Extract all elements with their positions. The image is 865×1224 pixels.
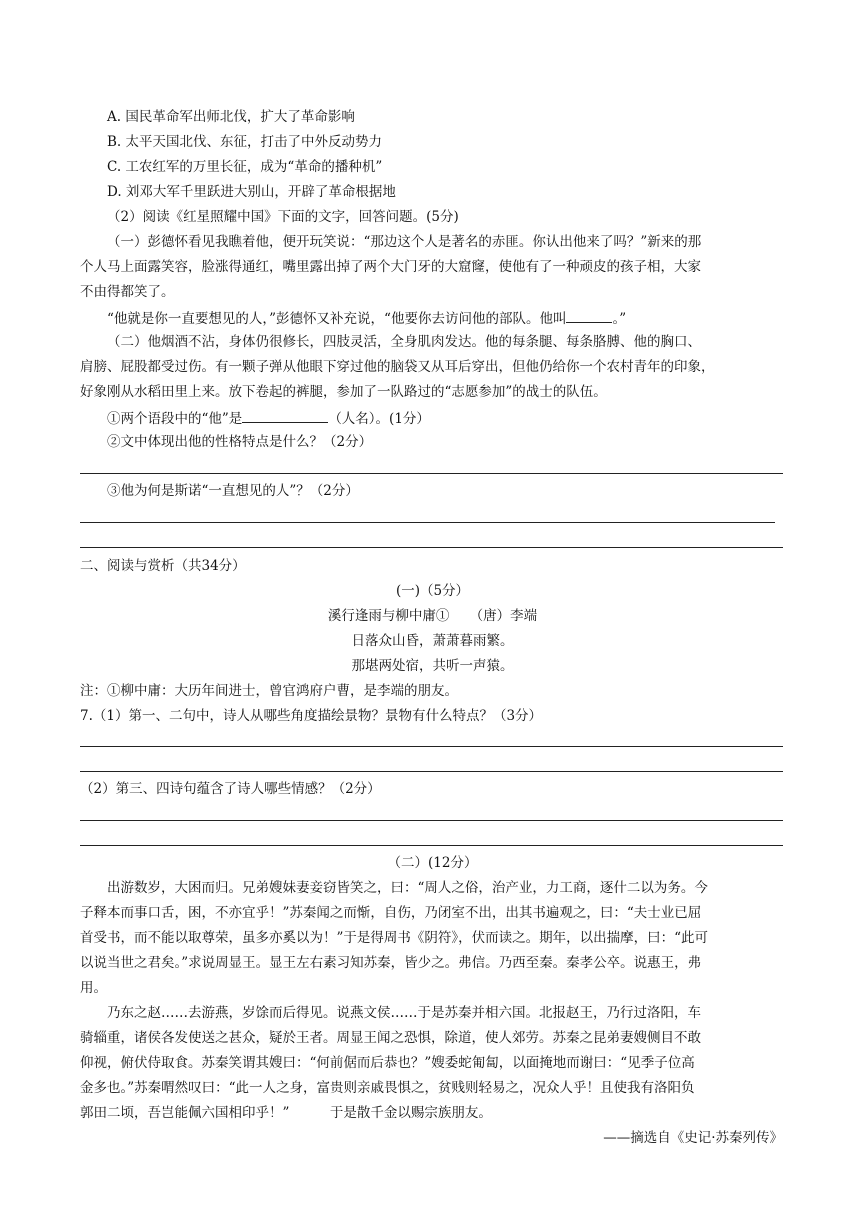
prose-line: 乃东之赵……去游燕，岁馀而后得见。说燕文侯……于是苏秦并相六国。北报赵王，乃行过洛阳，车	[107, 1005, 701, 1021]
option-c: C. 工农红军的万里长征，成为“革命的播种机”	[107, 159, 383, 175]
subquestion-1-text: ①两个语段中的“他”是	[107, 411, 243, 427]
poem-line-2: 那堪两处宿，共听一声猿。	[351, 658, 514, 674]
prose-source: ——摘选自《史记·苏秦列传》	[603, 1130, 783, 1146]
person-name-blank[interactable]	[242, 408, 328, 423]
question-7-1: 7.（1）第一、二句中，诗人从哪些角度描绘景物？景物有什么特点？（3分）	[80, 708, 543, 724]
question-2-header: （2）阅读《红星照耀中国》下面的文字，回答问题。(5分)	[107, 209, 459, 225]
answer-line[interactable]	[80, 820, 783, 821]
answer-line[interactable]	[80, 473, 783, 474]
passage1-line: 不由得都笑了。	[80, 284, 175, 300]
option-a: A. 国民革命军出师北伐，扩大了革命影响	[107, 109, 355, 125]
option-d: D. 刘邓大军千里跃进大别山，开辟了革命根据地	[107, 184, 396, 200]
subquestion-3: ③他为何是斯诺“一直想见的人”？（2分）	[107, 483, 359, 499]
answer-line[interactable]	[80, 547, 783, 548]
passage1-line: 个人马上面露笑容，脸涨得通红，嘴里露出掉了两个大门牙的大窟窿，使他有了一种顽皮的孩子相，大家	[80, 259, 701, 275]
prose-line: 用。	[80, 980, 107, 996]
prose-line: 仰视，俯伏侍取食。苏秦笑谓其嫂曰：“何前倨而后恭也？”嫂委蛇匍匐，以面掩地而谢曰：“见季子位高	[80, 1055, 695, 1071]
prose-part-label: （二）(12分）	[387, 855, 478, 871]
subquestion-1	[107, 408, 430, 428]
passage2-line: 肩膀、屁股都受过伤。有一颗子弹从他眼下穿过他的脑袋又从耳后穿出，但他仍给你一个农村青年的印象，	[80, 359, 715, 375]
prose-line: 首受书，而不能以取尊荣，虽多亦奚以为！”于是得周书《阴符》，伏而读之。期年，以出揣摩，曰：“此可	[80, 930, 709, 946]
poem-part-label: (一)（5分）	[395, 583, 470, 599]
poem-line-1: 日落众山昏，萧萧暮雨繁。	[351, 633, 514, 649]
prose-line: 金多也。”苏秦喟然叹曰：“此一人之身，富贵则亲戚畏惧之，贫贱则轻易之，况众人乎！且使我有洛阳负	[80, 1080, 695, 1096]
prose-line: 骑辎重，诸侯各发使送之甚众，疑於王者。周显王闻之恐惧，除道，使人郊劳。苏秦之昆弟妻嫂侧目不敢	[80, 1030, 701, 1046]
passage1-quote	[107, 308, 626, 328]
answer-line[interactable]	[80, 746, 783, 747]
prose-line: 以说当世之君矣。”求说周显王。显王左右素习知苏秦，皆少之。弗信。乃西至秦。秦孝公卒。说惠王，弗	[80, 955, 702, 971]
passage1-quote-text: “他就是你一直要想见的人，”彭德怀又补充说，“他要你去访问他的部队。他叫	[107, 311, 567, 327]
name-blank[interactable]	[566, 308, 612, 323]
poem-note: 注：①柳中庸：大历年间进士，曾官鸿府户曹，是李端的朋友。	[80, 683, 458, 699]
passage2-line: 好象刚从水稻田里上来。放下卷起的裤腿，参加了一队路过的“志愿参加”的战士的队伍。	[80, 384, 607, 400]
subquestion-2: ②文中体现出他的性格特点是什么？（2分）	[107, 434, 373, 450]
prose-line: 出游数岁，大困而归。兄弟嫂妹妻妾窃皆笑之，曰：“周人之俗，治产业，力工商，逐什二以为务。今	[107, 880, 708, 896]
answer-line[interactable]	[80, 522, 775, 523]
answer-line[interactable]	[80, 771, 783, 772]
answer-line[interactable]	[80, 845, 783, 846]
question-7-2: （2）第三、四诗句蕴含了诗人哪些情感？（2分）	[80, 781, 381, 797]
passage1-quote-end: 。”	[612, 311, 627, 327]
subquestion-1-points: （人名）。(1分）	[328, 411, 430, 427]
passage2-line: （二）他烟酒不沾，身体仍很修长，四肢灵活，全身肌肉发达。他的每条腿、每条胳膊、他的胸口、	[107, 334, 701, 350]
passage1-line: （一）彭德怀看见我瞧着他，便开玩笑说：“那边这个人是著名的赤匪。你认出他来了吗？”新来的那	[107, 234, 702, 250]
prose-line: 郭田二顷，吾岂能佩六国相印乎！” 于是散千金以赐宗族朋友。	[80, 1105, 492, 1121]
option-b: B. 太平天国北伐、东征，打击了中外反动势力	[107, 134, 383, 150]
prose-line: 子释本而事口舌，困，不亦宜乎！”苏秦闻之而惭，自伤，乃闭室不出，出其书遍观之，曰：“夫士业已屈	[80, 905, 702, 921]
poem-title: 溪行逢雨与柳中庸① （唐）李端	[327, 608, 538, 624]
section-2-title: 二、阅读与赏析（共34分）	[80, 558, 246, 574]
